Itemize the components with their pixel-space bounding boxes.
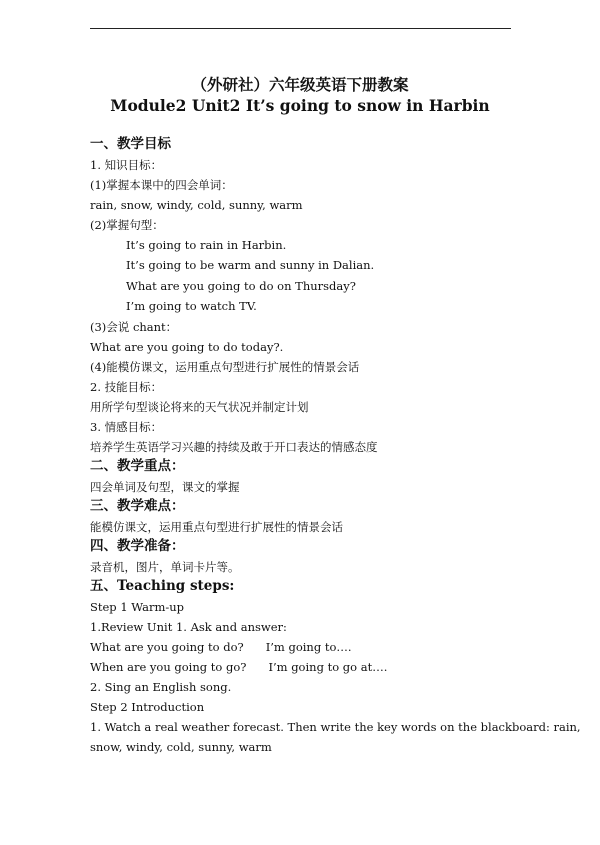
sentence-goal: (2)掌握句型： [90,218,164,232]
section-heading-key-points: 二、教学重点： [90,458,185,474]
step-1-sing: 2. Sing an English song. [90,680,232,694]
step-1-title: Step 1 Warm-up [90,600,185,614]
question-1: What are you going to do? [90,640,244,654]
section-heading-objectives: 一、教学目标 [90,136,171,152]
answer-1: I’m going to…. [265,640,352,654]
section-heading-steps: 五、Teaching steps: [90,578,235,594]
page-title: （外研社）六年级英语下册教案 [191,75,409,94]
answer-2: I’m going to go at…. [268,660,388,674]
vocab-goal: (1)掌握本课中的四会单词： [90,178,233,192]
chant-goal: (3)会说 chant： [90,320,178,334]
skill-goal-text: 用所学句型谈论将来的天气状况并制定计划 [90,400,309,414]
sentence-4: I’m going to watch TV. [126,299,257,313]
section-heading-difficulties: 三、教学难点： [90,498,185,514]
dialogue-goal: (4)能模仿课文，运用重点句型进行扩展性的情景会话 [90,360,360,374]
page-subtitle: Module2 Unit2 It’s going to snow in Harbin [110,96,490,115]
qa-row-2 [90,662,387,674]
preparation-text: 录音机，图片，单词卡片等。 [90,560,240,574]
question-2: When are you going to go? [90,660,247,674]
sentence-3: What are you going to do on Thursday? [126,279,356,293]
skill-goal-label: 2. 技能目标： [90,380,163,394]
qa-row-1 [90,642,352,654]
section-heading-preparation: 四、教学准备： [90,538,185,554]
sentence-1: It’s going to rain in Harbin. [126,238,287,252]
top-rule [90,28,511,29]
affect-goal-text: 培养学生英语学习兴趣的持续及敢于开口表达的情感态度 [90,440,378,454]
sentence-2: It’s going to be warm and sunny in Dalian. [126,258,375,272]
vocab-words: rain, snow, windy, cold, sunny, warm [90,198,303,212]
knowledge-goal-label: 1. 知识目标： [90,158,163,172]
affect-goal-label: 3. 情感目标： [90,420,163,434]
chant-text: What are you going to do today?. [90,340,284,354]
step-2-text-line-1: 1. Watch a real weather forecast. Then write the key words on the blackboard: rain, [90,720,581,734]
step-2-title: Step 2 Introduction [90,700,205,714]
key-points-text: 四会单词及句型，课文的掌握 [90,480,240,494]
step-1-review: 1.Review Unit 1. Ask and answer: [90,620,287,634]
step-2-text-line-2: snow, windy, cold, sunny, warm [90,740,272,754]
difficulties-text: 能模仿课文，运用重点句型进行扩展性的情景会话 [90,520,343,534]
